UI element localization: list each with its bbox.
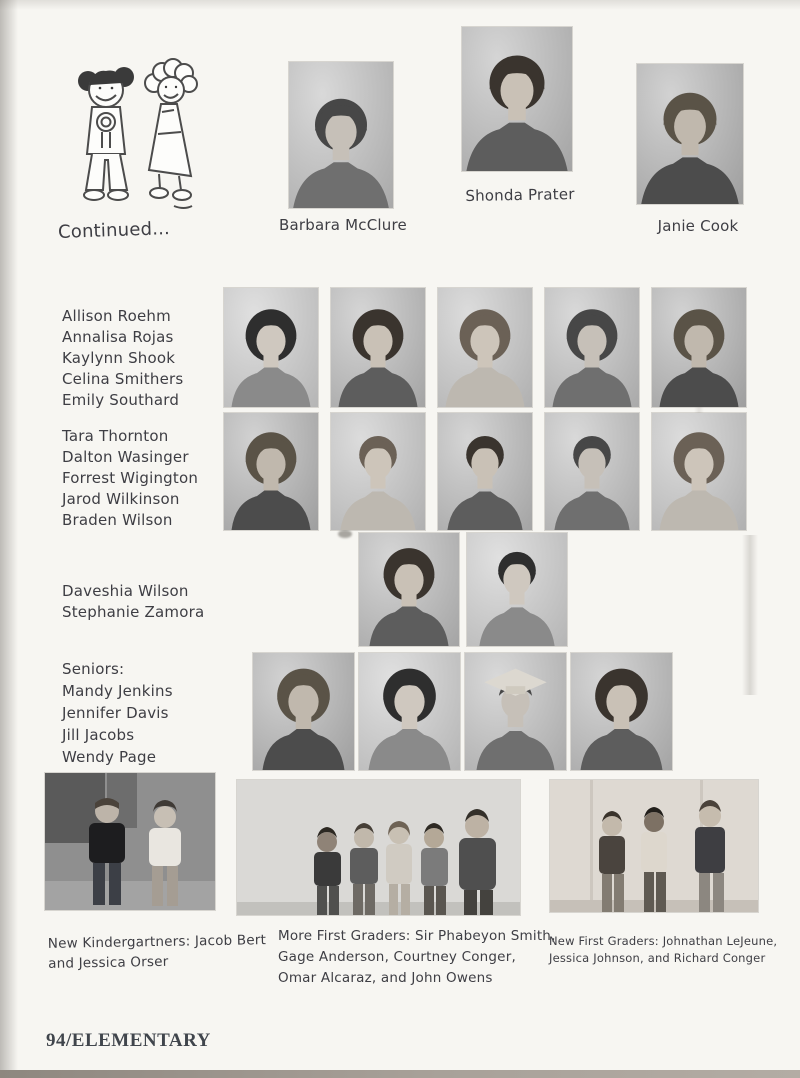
student-portrait — [652, 413, 746, 530]
caption-line: More First Graders: Sir Phabeyon Smith, — [278, 928, 556, 944]
portrait-row-3 — [359, 533, 567, 646]
scan-bottom-edge — [0, 1070, 800, 1078]
portrait-row-1 — [224, 288, 746, 407]
student-name: Forrest Wigington — [62, 469, 199, 487]
caption-line: Jessica Johnson, and Richard Conger — [549, 951, 766, 965]
teacher-portrait-janie-cook — [637, 64, 743, 204]
continued-label: Continued... — [57, 218, 171, 243]
student-name: Jill Jacobs — [62, 726, 135, 744]
page-top-shadow — [0, 0, 800, 10]
student-portrait — [253, 653, 354, 770]
student-portrait — [571, 653, 672, 770]
student-portrait — [467, 533, 567, 646]
student-name: Dalton Wasinger — [62, 448, 189, 466]
caption-line: Omar Alcaraz, and John Owens — [278, 970, 493, 986]
student-portrait — [545, 288, 639, 407]
teacher-portrait-shonda-prater — [462, 27, 572, 171]
teacher-name: Shonda Prater — [465, 185, 575, 205]
student-name: Braden Wilson — [62, 511, 173, 529]
two-kids-clipart — [58, 48, 218, 218]
student-name: Wendy Page — [62, 748, 157, 766]
student-name-list — [62, 306, 183, 411]
caption-line: and Jessica Orser — [48, 953, 169, 972]
student-name: Mandy Jenkins — [62, 682, 173, 700]
page-number-folio: 94/ELEMENTARY — [46, 1030, 211, 1051]
caption-new-kindergartners — [48, 930, 267, 974]
student-name: Celina Smithers — [62, 370, 184, 388]
student-name: Jennifer Davis — [62, 704, 169, 722]
student-name: Allison Roehm — [62, 307, 171, 325]
student-portrait — [652, 288, 746, 407]
student-portrait-graduation-cap — [465, 653, 566, 770]
teacher-name: Barbara McClure — [279, 216, 407, 234]
caption-more-first-graders — [278, 926, 556, 989]
paper-crease — [742, 535, 758, 695]
seniors-name-list — [62, 658, 173, 768]
student-portrait — [359, 533, 459, 646]
seniors-heading: Seniors: — [62, 660, 125, 678]
student-name: Daveshia Wilson — [62, 582, 189, 600]
student-name: Annalisa Rojas — [62, 328, 174, 346]
student-portrait — [545, 413, 639, 530]
group-photo-new-kindergartners — [45, 773, 215, 910]
teacher-portrait-barbara-mcclure — [289, 62, 393, 208]
student-portrait — [224, 288, 318, 407]
student-portrait — [331, 413, 425, 530]
student-portrait — [438, 288, 532, 407]
group-photo-more-first-graders — [237, 780, 520, 915]
student-portrait — [224, 413, 318, 530]
student-name: Stephanie Zamora — [62, 603, 205, 621]
group-photo-new-first-graders — [550, 780, 758, 912]
student-portrait — [438, 413, 532, 530]
caption-line: New Kindergartners: Jacob Bert — [47, 932, 267, 952]
student-name: Kaylynn Shook — [62, 349, 176, 367]
student-name: Emily Southard — [62, 391, 180, 409]
portrait-row-2 — [224, 413, 746, 530]
student-portrait — [331, 288, 425, 407]
caption-line: New First Graders: Johnathan LeJeune, — [549, 934, 778, 948]
portrait-row-4 — [253, 653, 672, 770]
caption-new-first-graders — [549, 933, 777, 967]
teacher-name: Janie Cook — [657, 217, 739, 235]
ink-smudge — [338, 530, 352, 538]
student-name-list — [62, 426, 198, 531]
student-name-list — [62, 581, 204, 623]
caption-line: Gage Anderson, Courtney Conger, — [278, 949, 516, 965]
page-edge-shadow — [0, 0, 18, 1078]
student-portrait — [359, 653, 460, 770]
student-name: Jarod Wilkinson — [62, 490, 180, 508]
student-name: Tara Thornton — [62, 427, 169, 445]
